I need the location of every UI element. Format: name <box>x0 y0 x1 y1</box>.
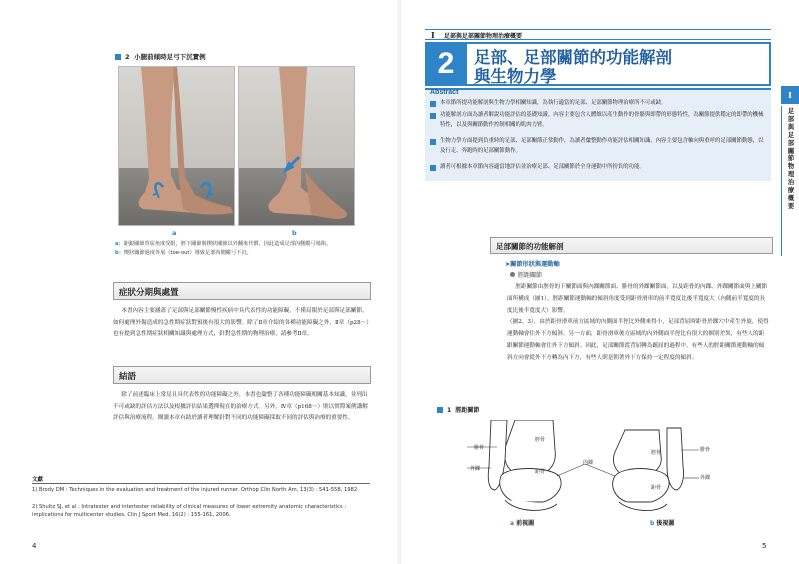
label-tibia-b: 脛骨 <box>651 450 662 456</box>
figure-2-label <box>115 52 206 61</box>
abstract-item-3 <box>430 137 766 156</box>
label-talus-a: 距骨 <box>535 469 546 475</box>
abstract-title: Abstract <box>430 89 459 96</box>
chapter-title-line1: 足部、足部關節的功能解剖 <box>474 48 672 67</box>
label-tibia-a: 脛骨 <box>535 437 546 443</box>
caption-a <box>115 240 331 247</box>
label-fibula-a: 腓骨 <box>474 445 485 451</box>
photo-a <box>118 66 235 226</box>
section-heading-stages <box>113 282 371 300</box>
page-number-left: 4 <box>32 542 37 550</box>
section-heading-conclusion <box>113 366 371 384</box>
references-title: 文獻 <box>32 477 44 483</box>
figure-1-title: 脛距關節 <box>455 407 480 414</box>
references-divider <box>32 483 370 484</box>
abstract-item-4-text: 讀者可根據本章節內容適當地評估並治療足部、足部關節於全身運動中所扮負的功能。 <box>440 164 645 170</box>
book-gutter <box>398 0 401 564</box>
abstract-item-4 <box>430 163 766 173</box>
bullet-square-icon <box>430 165 436 171</box>
bullet-dot-icon <box>510 272 515 277</box>
caption-b-tag: b： <box>115 250 124 256</box>
section-stages-paragraph: 本書內容主要涵蓋了足部與足部關節慢性疾病中具代表性的功能障礙，不僅局限於足部與足部關節。如何處理外傷造成的急性期症狀對預後有很大的影響。除了Ⅱ章介紹的各種功能障礙之外，Ⅱ章（p28～）也有提到急性期症狀相關知識與處理方式，針對急性期的物理治療，請參考Ⅱ章。 <box>113 308 370 337</box>
side-tab-text: 足部與足部關節物理治療概要 <box>787 108 795 210</box>
label-lateral-malleolus-a: 外踝 <box>470 466 481 472</box>
figure-1-tag-b <box>650 518 674 527</box>
running-header-roman: I <box>431 30 435 40</box>
section-stages-body <box>113 306 371 341</box>
figure-2-number: 2 <box>125 53 130 61</box>
figure-1-number: 1 <box>447 407 452 414</box>
caption-b-text: 楔狀關節過度外展（toe-out）導致足部內側縱弓下沉。 <box>123 250 252 256</box>
section-conclusion-paragraph: 除了前述臨床上常見且具代表性的功能障礙之外，本書也彙整了各種功能障礙相關基本知識，並列出不可或缺的評估方法以及根據評估結果選擇現在的治療方式。另外，Ⅳ章（p168～）則以實際案例講解評估與治療流程，閱讀本章有助於讀者理解針對不同的功能障礙採取不同的評估與治療的重要性。 <box>113 392 368 421</box>
figure-1-tag-a-text: 前視圖 <box>516 520 535 527</box>
section-conclusion-body <box>113 390 371 425</box>
anatomy-paragraph-2: （圖2、3），由於距骨滑車前方區域的內側面半徑比外側來得小，足部背屈時距骨於踝穴中產生外旋，使得運動軸會往外下方傾斜。另一方面，距骨滑車後方區域的內外側面半徑比有很大的個別差異，有些人的距跟關節運動軸會往外下方傾斜。因此，足部關節從背屈轉為蹠屈的過程中，有些人的脛距關節運動軸的傾斜方向會從外下方轉為內下方，有些人則是朝著外下方保持一定程度的傾斜。 <box>507 319 769 361</box>
section-heading-anatomy <box>490 237 773 254</box>
section-heading-conclusion-text: 結語 <box>119 372 137 382</box>
figure-2-title: 小腿前傾時足弓下沉實例 <box>134 53 206 61</box>
chapter-number: 2 <box>425 42 467 86</box>
page-number-right: 5 <box>762 542 767 550</box>
ankle-bone-diagram <box>445 420 745 516</box>
figure-square-icon <box>115 54 121 60</box>
leg-illustration-a <box>119 67 235 226</box>
bullet-square-icon <box>430 101 436 107</box>
bullet-square-icon <box>430 139 436 145</box>
figure-1-tag-a-letter: a <box>510 520 515 527</box>
abstract-item-3-text: 生物力學方面提到負重時的足部、足部關節正常動作，為讀者彙整動作功能評估相關知識。內容主要包含軸向與重呼的足部關節動態，以及行走、奔跑時的足部關節動作。 <box>440 138 764 154</box>
sub-heading-joint-axis: ➤關節形狀與運動軸 <box>505 261 560 268</box>
caption-a-text: 距跟關節背屈角度受限，脛下關節與楔狀關節以外翻來代償，因此造成足部內側縱弓場陷。 <box>123 241 332 247</box>
abstract-item-1 <box>430 99 766 109</box>
figure-1-label <box>437 405 479 414</box>
section-heading-anatomy-text: 足部關節的功能解剖 <box>496 242 564 251</box>
side-tab-line <box>781 106 782 256</box>
caption-b <box>115 249 252 256</box>
sub-sub-heading-talocrural <box>510 270 542 279</box>
bullet-square-icon <box>430 113 436 119</box>
figure-1-tag-b-letter: b <box>650 520 655 527</box>
photo-b <box>238 66 355 226</box>
leg-illustration-b <box>239 67 355 226</box>
abstract-item-1-text: 本章節所提功能解剖與生物力學相關知識，為執行適當的足部、足部關節物理治療所不可或缺。 <box>440 100 667 106</box>
abstract-item-2 <box>430 111 766 130</box>
running-header-text: 足部與足部關節物理治療概要 <box>444 33 523 40</box>
label-talus-b: 距骨 <box>651 485 662 491</box>
section-anatomy-body <box>507 282 769 365</box>
reference-2: 2) Shultz SJ, et al : Intratester and intertester reliability of clinical measures of lower extremity anatomic characteristics : implications for multicenter studies. Clin J Sport Med, 16(2) : 155-161, 2006. <box>32 504 347 518</box>
label-lateral-malleolus-b: 外踝 <box>700 475 711 481</box>
figure-1-tag-b-text: 後視圖 <box>656 520 675 527</box>
sub-sub-heading-text: 脛距關節 <box>518 272 543 279</box>
side-tab-roman: I <box>781 86 799 104</box>
label-fibula-b: 腓骨 <box>700 447 711 453</box>
chapter-title-line2: 與生物力學 <box>474 67 557 86</box>
caption-a-tag: a： <box>115 241 124 247</box>
label-medial-malleolus: 內踝 <box>583 460 594 466</box>
figure-square-icon <box>437 407 443 413</box>
anatomy-paragraph-1: 脛距關節由脛骨的下關節面與內踝關節面、腓骨的外踝關節面，以及距骨的內踝、外踝關節面與上關節面所構成（圖1）。脛距關節運動軸的傾斜角度受到距骨滑車的前半寬度比後半寬度大（內側前半寬度的長度比後半寬度大）影響。 <box>507 284 768 314</box>
reference-1: 1) Brody DM : Techniques in the evaluation and treatment of the injured runner. Orthop Clin North Am, 13(3) : 541-558, 1982. <box>32 487 359 493</box>
section-heading-stages-text: 症狀分期與處置 <box>119 288 179 298</box>
figure-1-tag-a <box>510 518 534 527</box>
photo-b-tag: b <box>292 229 297 237</box>
photo-a-tag: a <box>172 229 177 237</box>
abstract-item-2-text: 功能解剖方面為讀者解說功能評估的基礎知識。內容主要包含人體維以產生動作的骨骼與即帶的形態特性，為關節提供穩定的即帶的機械特性，以及與關節動作控制相關的肌肉力臂。 <box>440 112 764 128</box>
